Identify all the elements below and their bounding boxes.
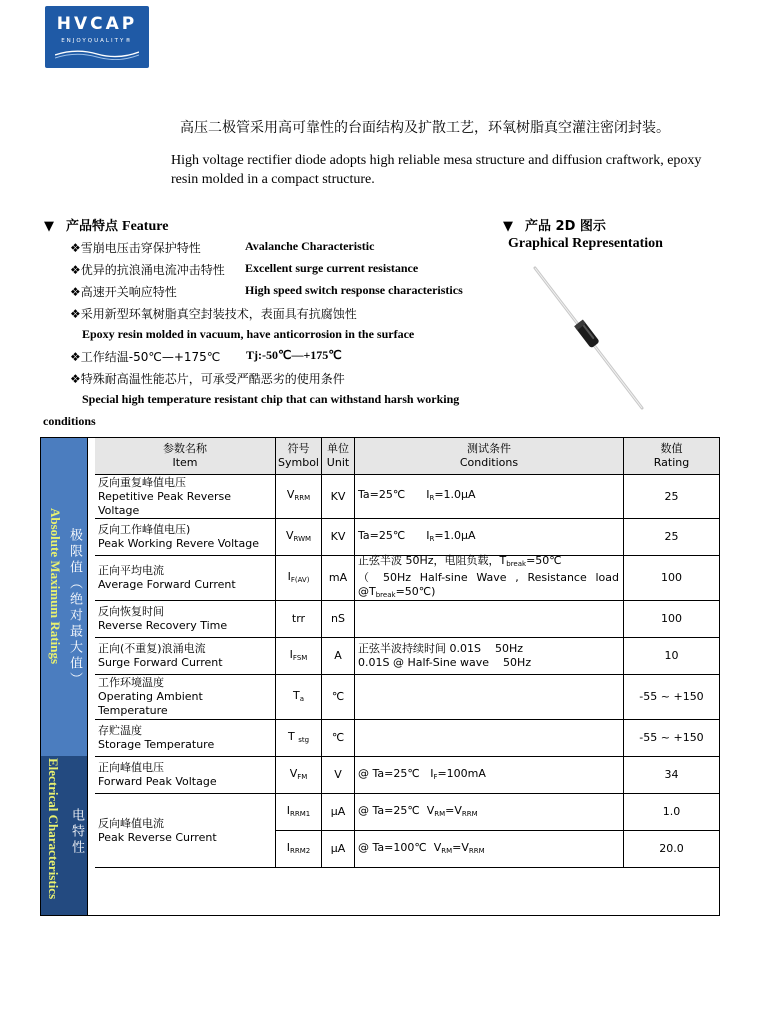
item-cn: 反向恢复时间 [98, 605, 164, 618]
cond-text: 0.01S @ Half-Sine wave 50Hz [358, 656, 532, 669]
header-symbol [276, 438, 322, 475]
intro-english: High voltage rectifier diode adopts high reliable mesa structure and diffusion craftwork, epoxy resin molded in a compact structure. [171, 153, 702, 187]
table-row-condition [355, 675, 624, 720]
header-symbol-en: Symbol [278, 456, 319, 469]
cond-text: =V [452, 840, 469, 854]
symbol-main: I [287, 569, 291, 583]
item-cn: 反向工作峰值电压) [98, 523, 191, 536]
item-en: Reverse Recovery Time [98, 619, 228, 632]
cond-text: =50℃ [526, 554, 562, 567]
header-rating-cn: 数值 [660, 442, 683, 455]
feature-heading-cn: 产品特点 [66, 219, 119, 234]
cond-sub: RRM [461, 809, 478, 818]
diamond-bullet-icon: ❖ [70, 350, 81, 364]
diamond-bullet-icon: ❖ [70, 372, 81, 386]
cond-text: I [426, 488, 430, 501]
feature-item [70, 261, 419, 278]
symbol-main: V [289, 766, 298, 780]
cond-text: =1.0μA [434, 488, 476, 501]
feature-item [70, 239, 375, 256]
company-logo [45, 6, 149, 68]
feature-en: Special high temperature resistant chip that can withstand harsh working [82, 392, 460, 406]
table-row-item [95, 720, 276, 757]
diamond-bullet-icon: ❖ [70, 285, 81, 299]
table-row-rating: 20.0 [624, 831, 719, 868]
symbol-sub: RRM2 [290, 846, 311, 855]
table-row-condition [355, 720, 624, 757]
symbol-main: T [287, 729, 295, 743]
table-row-unit: μA [322, 794, 355, 831]
feature-cn: 工作结温-50℃—+175℃ [80, 350, 221, 364]
item-cn: 正向(不重复)浪涌电流 [98, 642, 206, 655]
cond-sub: RRM [468, 846, 485, 855]
cond-text: @T [358, 585, 376, 598]
feature-cn: 高速开关响应特性 [80, 285, 177, 299]
cond-text: @ Ta=25℃ V [358, 803, 435, 817]
feature-cn: 优异的抗浪涌电流冲击特性 [80, 263, 225, 277]
header-item-en: Item [172, 456, 198, 469]
header-unit-cn: 单位 [327, 442, 349, 455]
symbol-sub: RRM [294, 494, 311, 502]
table-row-unit: V [322, 757, 355, 794]
item-cn: 正向平均电流 [98, 564, 164, 577]
table-row-item [95, 794, 276, 868]
diamond-bullet-icon: ❖ [70, 263, 81, 277]
diamond-bullet-icon: ❖ [70, 241, 81, 255]
intro-chinese: 高压二极管采用高可靠性的台面结构及扩散工艺，环氧树脂真空灌注密闭封装。 [180, 120, 670, 136]
logo-brand: HVCAP [56, 14, 138, 34]
logo-wave-icon [55, 46, 139, 60]
cond-text: =V [445, 803, 462, 817]
table-row-condition [355, 519, 624, 556]
table-row-symbol [276, 638, 322, 675]
item-en: Operating Ambient Temperature [98, 690, 203, 717]
table-row-rating: 100 [624, 601, 719, 638]
table-row-rating: 25 [624, 475, 719, 519]
graph-heading-cn: 产品 2D 图示 [525, 219, 606, 234]
feature-item [70, 348, 342, 365]
spec-table [40, 437, 720, 916]
cond-sub: F [433, 772, 438, 781]
feature-item [70, 283, 463, 300]
graph-heading-en: Graphical Representation [508, 236, 663, 251]
table-row-symbol [276, 519, 322, 556]
table-row-symbol [276, 757, 322, 794]
table-row-rating: 25 [624, 519, 719, 556]
feature-en: Avalanche Characteristic [245, 239, 375, 253]
header-item-cn: 参数名称 [163, 442, 207, 455]
cond-sub: RM [434, 809, 446, 818]
symbol-sub: F(AV) [290, 575, 310, 584]
item-cn: 正向峰值电压 [98, 761, 164, 774]
table-row-item [95, 556, 276, 601]
elec-side-label [41, 756, 88, 915]
table-row-rating: -55 ~ +150 [624, 675, 719, 720]
table-row-unit: ℃ [322, 720, 355, 757]
item-en: Average Forward Current [98, 578, 236, 591]
cond-text: （ 50Hz Half-sine Wave , Resistance load [358, 571, 619, 584]
table-row-item [95, 475, 276, 519]
item-cn: 工作环境温度 [98, 676, 164, 689]
cond-text: @ Ta=100℃ V [358, 840, 442, 854]
cond-sub: R [429, 534, 435, 543]
feature-en: High speed switch response characteristics [245, 283, 463, 297]
table-row-item [95, 757, 276, 794]
table-row-item [95, 638, 276, 675]
table-row-symbol [276, 556, 322, 601]
header-rating-en: Rating [653, 456, 690, 469]
item-cn: 存贮温度 [98, 724, 142, 737]
cond-text: 正弦半波 50Hz，电阻负载，T [358, 554, 507, 567]
table-row-condition [355, 556, 624, 601]
feature-cn: 特殊耐高温性能芯片，可承受严酷恶劣的使用条件 [80, 372, 345, 386]
cond-text: @ Ta=25℃ I [358, 766, 434, 780]
cond-text: Ta=25℃ [358, 488, 406, 501]
table-row-item [95, 675, 276, 720]
item-en: Repetitive Peak Reverse Voltage [98, 489, 232, 517]
diode-image [520, 262, 650, 412]
table-row-rating: -55 ~ +150 [624, 720, 719, 757]
item-en: Storage Temperature [98, 738, 215, 751]
header-symbol-cn: 符号 [287, 442, 310, 455]
symbol-sub: stg [298, 735, 310, 744]
cond-sub: break [506, 560, 527, 568]
cond-sub: RM [441, 846, 453, 855]
table-row-rating: 100 [624, 556, 719, 601]
table-row-condition [355, 638, 624, 675]
header-rating [624, 438, 719, 475]
item-en: Peak Reverse Current [98, 830, 217, 844]
feature-en: Tj:-50℃—+175℃ [246, 348, 342, 362]
symbol-sub: RRM1 [290, 809, 311, 818]
table-row-item [95, 519, 276, 556]
symbol-main: T [292, 688, 300, 702]
table-row-symbol [276, 794, 322, 831]
item-en: Peak Working Revere Voltage [98, 537, 259, 550]
table-row-symbol [276, 831, 322, 868]
table-row-symbol [276, 475, 322, 519]
symbol-main: V [285, 528, 294, 542]
table-row-unit: ℃ [322, 675, 355, 720]
header-cond-cn: 测试条件 [466, 442, 511, 455]
cond-text: 正弦半波持续时间 0.01S 50Hz [358, 642, 523, 655]
feature-en-cont: conditions [43, 414, 96, 428]
item-en: Surge Forward Current [98, 656, 223, 669]
symbol-main: I [286, 803, 290, 817]
cond-sub: break [375, 591, 396, 599]
triangle-down-icon: ▼ [503, 219, 513, 234]
elec-label-cn: 电特性 [69, 808, 84, 856]
table-row-condition [355, 757, 624, 794]
feature-item [70, 370, 345, 387]
table-row-condition [355, 601, 624, 638]
cond-sub: R [429, 494, 435, 502]
item-cn: 反向峰值电流 [98, 816, 164, 830]
feature-en: Epoxy resin molded in vacuum, have anticorrosion in the surface [82, 327, 415, 341]
cond-text: =1.0μA [434, 528, 476, 542]
table-row-unit: KV [322, 475, 355, 519]
table-row-symbol [276, 675, 322, 720]
logo-tagline: ENJOYQUALITY® [61, 38, 133, 44]
cond-text: =50℃) [395, 585, 436, 598]
header-cond-en: Conditions [459, 456, 519, 469]
table-row-symbol [276, 720, 322, 757]
header-unit-en: Unit [326, 456, 350, 469]
table-row-rating: 1.0 [624, 794, 719, 831]
table-row-symbol: trr [276, 601, 322, 638]
header-unit [322, 438, 355, 475]
abs-max-label-cn: 极限值（绝对最大值） [67, 528, 82, 688]
diamond-bullet-icon: ❖ [70, 307, 81, 321]
symbol-sub: FSM [292, 653, 308, 662]
header-item [95, 438, 276, 475]
feature-cn: 采用新型环氧树脂真空封装技术，表面具有抗腐蚀性 [80, 307, 357, 321]
item-en: Forward Peak Voltage [98, 775, 217, 788]
symbol-sub: RWM [293, 534, 312, 543]
symbol-sub: FM [297, 772, 308, 781]
graph-heading [503, 215, 606, 234]
feature-heading-en: Feature [122, 219, 169, 234]
table-row-unit: mA [322, 556, 355, 601]
table-row-rating: 34 [624, 757, 719, 794]
abs-max-label-en: Absolute Maximum Ratings [48, 508, 63, 665]
table-row-unit: A [322, 638, 355, 675]
table-row-condition [355, 794, 624, 831]
abs-max-side-label [41, 438, 88, 756]
table-row-item [95, 601, 276, 638]
table-row-condition [355, 475, 624, 519]
cond-text: =100mA [437, 766, 486, 780]
table-row-unit: μA [322, 831, 355, 868]
elec-label-en: Electrical Characteristics [46, 758, 61, 900]
feature-en: Excellent surge current resistance [245, 261, 419, 275]
symbol-main: I [286, 840, 290, 854]
feature-cn: 雪崩电压击穿保护特性 [80, 241, 201, 255]
cond-text: I [426, 528, 430, 542]
header-conditions [355, 438, 624, 475]
triangle-down-icon: ▼ [44, 219, 54, 234]
cond-text: Ta=25℃ [358, 528, 406, 542]
symbol-main: V [286, 488, 295, 501]
item-cn: 反向重复峰值电压 [98, 475, 186, 489]
table-row-unit: nS [322, 601, 355, 638]
table-row-rating: 10 [624, 638, 719, 675]
feature-item [70, 305, 357, 322]
feature-heading [44, 215, 168, 235]
table-row-condition [355, 831, 624, 868]
table-row-unit: KV [322, 519, 355, 556]
symbol-main: I [289, 647, 293, 661]
symbol-sub: a [299, 694, 305, 703]
